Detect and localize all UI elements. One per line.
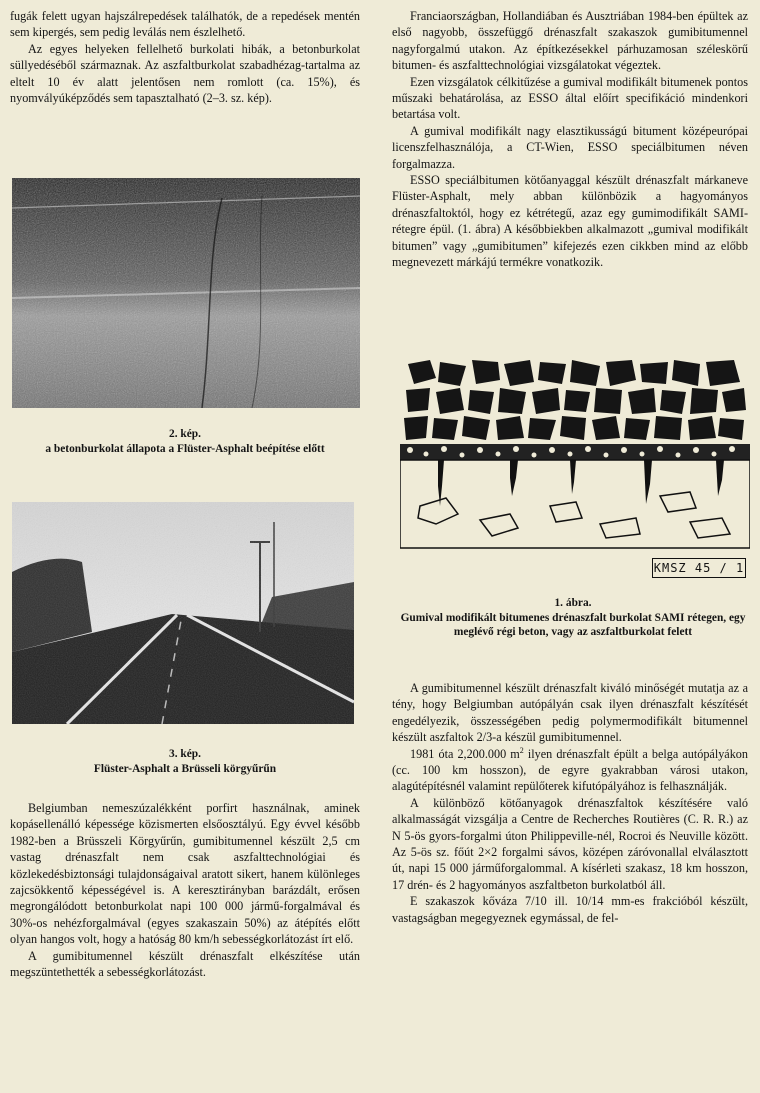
left-paragraph-3: Belgiumban nemeszúzalékként porfirt használnak, aminek kopásellenálló képessége közismerten elsőosztályú. Egy évvel később 1982-ben a Brüsszeli Körgyűrűn, gumibitumennel készült 2,5 cm vastag drénaszfalt nem csak aszfalttechnológiai és közlekedésbiztonsági tulajdonságaival aratott sikert, hanem különleges zajcsökkentő képességével is. A keresztirányban barázdált, erősen megrongálódott betonburkolat napi 100 000 jármű-forgalmával és 30%-os nehézforgalmával (egyes szakaszain 50%) az átépítés előtt olyan hangos volt, hogy a hatóság 80 km/h sebességkorlátozást írt elő.: [10, 801, 360, 947]
figure-1-number: 1. ábra.: [554, 597, 592, 609]
left-paragraph-1: fugák felett ugyan hajszálrepedések találhatók, de a repedések mentén sem kipergés, sem pedig leválás nem észlelhető.: [10, 9, 360, 40]
left-paragraph-2: Az egyes helyeken fellelhető burkolati hibák, a betonburkolat süllyedéséből származnak. Az aszfaltburkolat szabadhézag-tartalma az eltelt 10 év alatt jelentősen nem romlott (ca. 15%), és nyomvályúképződés sem tapasztalható (2–3. sz. kép).: [10, 41, 360, 106]
right-paragraph-6-a: 1981 óta 2,200.000 m: [410, 746, 520, 761]
photo-2-text: a betonburkolat állapota a Flüster-Asphalt beépítése előtt: [45, 442, 325, 455]
right-column: [392, 8, 748, 271]
right-paragraph-6: [392, 746, 748, 795]
photo-2-number: 2. kép.: [169, 428, 201, 440]
left-column-lower: [10, 800, 360, 980]
right-paragraph-7: A különböző kötőanyagok drénaszfaltok készítésére való alkalmasságát vizsgálja a Centre de Recherches Routières (C. R. R.) az N 5-ös gyors-forgalmi úton Philippeville-nél, Rocroi és Neuville között. Az 5-ös sz. főút 2×2 forgalmi sávos, középen záróvonallal elválasztott út, napi 15 000 járműforgalommal. A kísérleti szakasz, 18 km hosszon, 17 drén- és 2 hagyományos aszfaltbeton burkolatból áll.: [392, 795, 748, 892]
photo-concrete-pavement: [12, 178, 360, 408]
photo-2-caption: [10, 427, 360, 456]
right-paragraph-6-b: ilyen drénaszfalt épült a belga autópályákon (cc. 100 km hosszon), de egyre gyakrabban városi utakon, alagútépítésnél valamint repülőterek kifutópályához is felhasználják.: [392, 746, 748, 794]
photo-3-caption: [10, 747, 360, 776]
right-paragraph-5: A gumibitumennel készült drénaszfalt kiváló minőségét mutatja az a tény, hogy Belgiumban autópályán csak ilyen drénaszfalt készítését engedélyezik, összességében pedig polymermodifikált bitumennel készült aszfaltok 2/3-a készül gumibitumennel.: [392, 681, 748, 745]
pavement-layer-diagram: [400, 356, 750, 552]
right-paragraph-2: Ezen vizsgálatok célkitűzése a gumival modifikált bitumenek pontos műszaki behatárolása, az ESSO által előírt specifikáció mindenkori betartása volt.: [392, 74, 748, 122]
figure-1-text: Gumival modifikált bitumenes drénaszfalt burkolat SAMI rétegen, egy meglévő régi beton, vagy az aszfaltburkolat felett: [400, 611, 746, 638]
left-column: [10, 8, 360, 106]
figure-1-caption: [400, 596, 746, 640]
photo-brussels-ring-road: [12, 502, 354, 724]
kmsz-label: KMSZ 45 / 1: [652, 558, 746, 578]
photo-3-number: 3. kép.: [169, 748, 201, 760]
right-paragraph-3: A gumival modifikált nagy elasztikusságú bitument középeurópai licenszfelhasználója, a CT-Wien, ESSO speciálbitumen néven forgalmazza.: [392, 123, 748, 171]
right-paragraph-4: ESSO speciálbitumen kötőanyaggal készült drénaszfalt márkaneve Flüster-Asphalt, mely abban különbözik a hagyományos drénaszfaltoktól, hogy ez kétrétegű, azaz egy gumimodifikált SAMI-rétegre épül. (1. ábra) A későbbiekben alkalmazott „gumival modifikált bitumen” vagy „gumibitumen” kifejezés ezen cikkben mind az előbb megnevezett márkájú termékre vonatkozik.: [392, 173, 748, 270]
left-paragraph-4: A gumibitumennel készült drénaszfalt elkészítése után megszüntethették a sebességkorlátozást.: [10, 948, 360, 980]
right-paragraph-8: E szakaszok kőváza 7/10 ill. 10/14 mm-es frakcióból készült, vastagságban megegyeznek egymással, de fel-: [392, 894, 748, 925]
right-column-lower: [392, 680, 748, 926]
photo-3-text: Flüster-Asphalt a Brüsseli körgyűrűn: [93, 762, 277, 775]
right-paragraph-1: Franciaországban, Hollandiában és Ausztriában 1984-ben épültek az első nagyobb, összefüggő drénaszfalt szakaszok gumibitumennel nagyforgalmú utakon. Az építkezésekkel párhuzamosan széleskörű bitumen- és aszfalttechnológiai vizsgálatokat végeztek.: [392, 9, 748, 73]
right-paragraph-6-sup: 2: [519, 745, 524, 755]
